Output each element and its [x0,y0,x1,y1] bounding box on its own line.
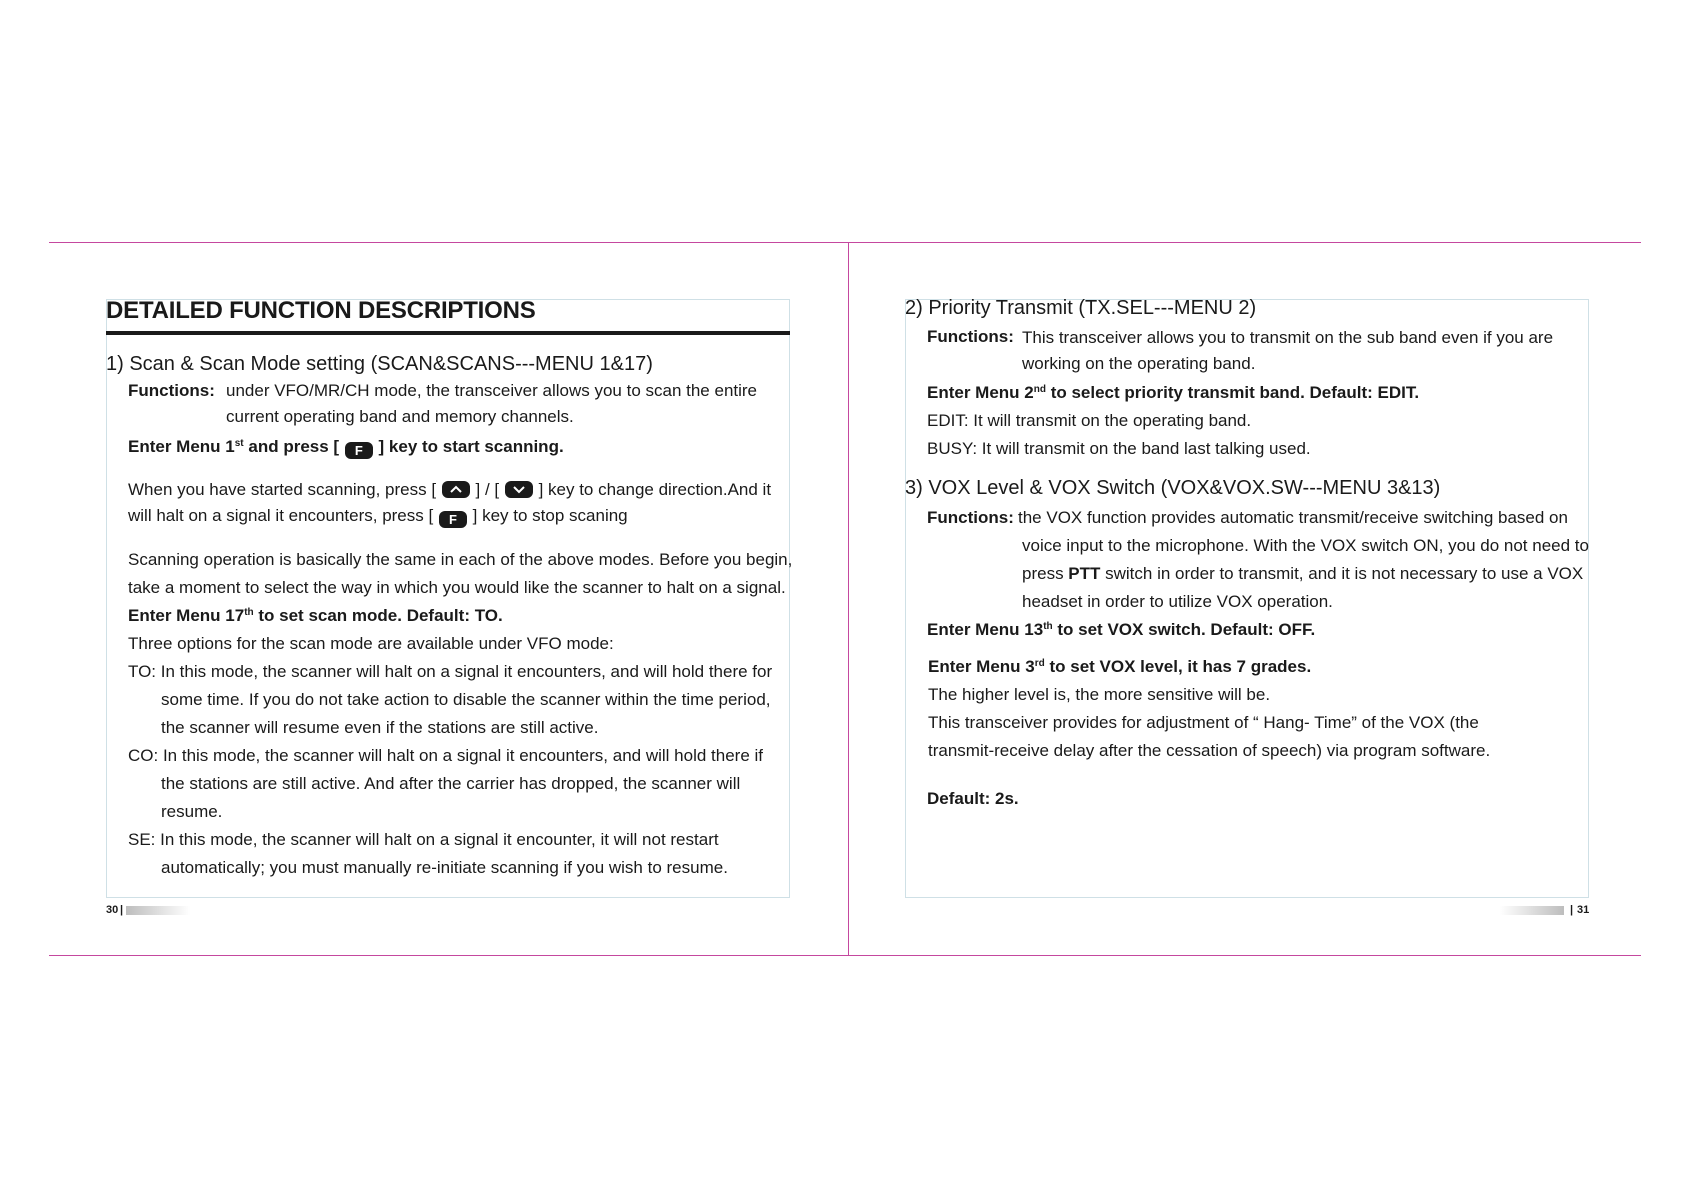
page-number-left: 30 [106,904,119,916]
page-number-right-bar [1500,906,1564,915]
page-number-right-divider: | [1570,904,1574,916]
functions-3-line-3: press PTT switch in order to transmit, and it is not necessary to use a VOX [1022,564,1584,583]
functions-1-line-2: current operating band and memory channels. [226,407,574,426]
scan-direction-line-1: When you have started scanning, press [ ] / [ ] key to change direction.And it [128,480,772,499]
to-mode-line-3: the scanner will resume even if the stations are still active. [161,718,599,737]
enter-menu-3-line: Enter Menu 3rd to set VOX level, it has 7 grades. [928,657,1312,676]
functions-3-line-1: the VOX function provides automatic transmit/receive switching based on [1018,508,1568,527]
top-rule [49,242,1641,243]
functions-2-line-2: working on the operating band. [1022,354,1256,373]
functions-1-line-1: under VFO/MR/CH mode, the transceiver allows you to scan the entire [226,381,758,400]
functions-1-label: Functions: [128,381,215,400]
center-fold-rule [848,242,849,956]
enter-menu-2-line: Enter Menu 2nd to select priority transmit band. Default: EDIT. [927,383,1420,402]
page-number-left-divider: | [120,904,124,916]
f-key-icon: F [345,442,373,459]
co-mode-line-2: the stations are still active. And after the carrier has dropped, the scanner will [161,774,741,793]
bottom-rule [49,955,1641,956]
enter-menu-13-line: Enter Menu 13th to set VOX switch. Default: OFF. [927,620,1316,639]
section-3-heading: 3) VOX Level & VOX Switch (VOX&VOX.SW---MENU 3&13) [905,477,1441,499]
functions-3-line-2: voice input to the microphone. With the VOX switch ON, you do not need to [1022,536,1589,555]
hang-time-line-1: This transceiver provides for adjustment of “ Hang- Time” of the VOX (the [928,713,1479,732]
down-arrow-key-icon [505,481,533,498]
functions-3-label: Functions: [927,508,1014,527]
functions-2-label: Functions: [927,327,1014,346]
page-number-right: 31 [1577,904,1590,916]
title-underline [106,331,790,335]
section-2-heading: 2) Priority Transmit (TX.SEL---MENU 2) [905,297,1257,319]
scan-operation-line-1: Scanning operation is basically the same in each of the above modes. Before you begin, [128,550,793,569]
scan-operation-line-2: take a moment to select the way in which you would like the scanner to halt on a signal. [128,578,786,597]
three-options-line: Three options for the scan mode are available under VFO mode: [128,634,614,653]
co-mode-line-3: resume. [161,802,223,821]
hang-time-line-2: transmit-receive delay after the cessation of speech) via program software. [928,741,1491,760]
enter-menu-17-line: Enter Menu 17th to set scan mode. Default: TO. [128,606,503,625]
to-mode-line-2: some time. If you do not take action to disable the scanner within the time period, [161,690,771,709]
enter-menu-1-line: Enter Menu 1st and press [ F ] key to start scanning. [128,437,564,458]
se-mode-line-2: automatically; you must manually re-initiate scanning if you wish to resume. [161,858,728,877]
page-title: DETAILED FUNCTION DESCRIPTIONS [106,297,536,324]
up-arrow-key-icon [442,481,470,498]
functions-2-line-1: This transceiver allows you to transmit on the sub band even if you are [1022,328,1554,347]
busy-option-line: BUSY: It will transmit on the band last talking used. [927,439,1311,458]
co-mode-line-1: CO: In this mode, the scanner will halt on a signal it encounters, and will hold there if [128,746,764,765]
f-key-icon: F [439,511,467,528]
functions-3-line-4: headset in order to utilize VOX operation. [1022,592,1333,611]
edit-option-line: EDIT: It will transmit on the operating band. [927,411,1252,430]
higher-level-line: The higher level is, the more sensitive will be. [928,685,1271,704]
to-mode-line-1: TO: In this mode, the scanner will halt on a signal it encounters, and will hold there for [128,662,773,681]
page-number-left-bar [126,906,190,915]
section-1-heading: 1) Scan & Scan Mode setting (SCAN&SCANS---MENU 1&17) [106,353,653,375]
se-mode-line-1: SE: In this mode, the scanner will halt on a signal it encounter, it will not restart [128,830,719,849]
default-2s-line: Default: 2s. [927,789,1019,808]
scan-direction-line-2: will halt on a signal it encounters, press [ F ] key to stop scaning [128,506,628,527]
